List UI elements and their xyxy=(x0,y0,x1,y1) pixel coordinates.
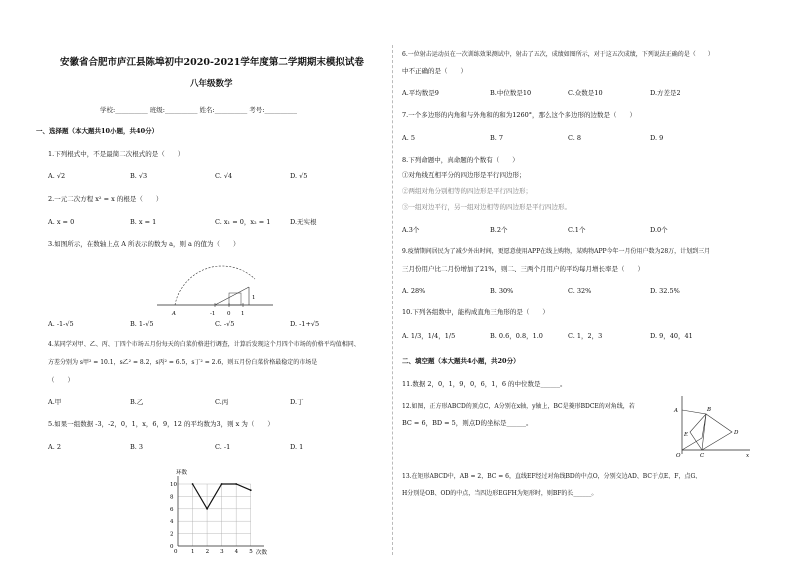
q2-option-a: A. x = 0 xyxy=(48,218,75,226)
q10-option-a: A. 1/3，1/4，1/5 xyxy=(402,332,456,340)
q1-option-b: B. √3 xyxy=(130,172,148,180)
q8-item-3: ③一组对边平行，另一组对边相等的四边形是平行四边形。 xyxy=(402,203,571,211)
q1-option-a: A. √2 xyxy=(48,172,66,180)
q4-stem-line1: 4.某同学对甲、乙、丙、丁四个市场五月份每天的白菜价格进行调查，计算后发现这个月四个市场的价格平均值相同、 xyxy=(48,341,360,348)
q2-option-c: C. x₁ = 0，x₂ = 1 xyxy=(215,218,271,226)
q8-item-2: ②两组对角分别相等的四边形是平行四边形； xyxy=(402,187,532,195)
data-point xyxy=(235,483,237,485)
x-tick-label: 2 xyxy=(205,549,210,555)
q7-option-a: A. 5 xyxy=(402,134,415,142)
q1-option-c: C. √4 xyxy=(215,172,233,180)
q3-option-c: C. -√5 xyxy=(215,320,235,328)
y-tick-label: 4 xyxy=(170,519,174,526)
q9-option-a: A. 28% xyxy=(402,287,426,295)
q4-option-d: D.丁 xyxy=(290,398,304,406)
q7-option-b: B. 7 xyxy=(490,134,504,142)
q10-option-d: D. 9，40，41 xyxy=(650,332,693,340)
q1-option-d: D. √5 xyxy=(290,172,308,180)
q9-stem-line2: 三月份用户比二月份增加了21%，则二、三两个月用户的平均每月增长率是（ ） xyxy=(402,265,644,273)
rhombus-bdce xyxy=(690,414,732,450)
q2-option-d: D.无实根 xyxy=(290,218,317,226)
q4-option-a: A.甲 xyxy=(48,398,62,406)
q3-number-line-figure xyxy=(155,255,275,320)
q3-option-d: D. -1+√5 xyxy=(290,320,320,328)
q4-stem-line2: 方差分别为 s甲² = 10.1，s乙² = 8.2，s丙² = 6.5，s丁² = 2.6，则五月份白菜价格最稳定的市场是 xyxy=(48,359,318,366)
q4-option-c: C.丙 xyxy=(215,398,229,406)
exam-subtitle: 八年级数学 xyxy=(190,79,233,89)
x-tick-label: 3 xyxy=(220,549,224,555)
q3-option-a: A. -1-√5 xyxy=(48,320,74,328)
q5-stem: 5.如果一组数据 -3，-2，0，1，x，6，9，12 的平均数为3，则 x 为（ ） xyxy=(48,420,274,428)
exam-title: 安徽省合肥市庐江县陈埠初中2020-2021学年度第二学期期末模拟试卷 xyxy=(60,57,364,68)
q13-stem-line1: 13.在矩形ABCD中，AB = 2，BC = 6，直线EF经过对角线BD的中点O，分别交边AD、BC于点E、F，点G、 xyxy=(402,473,702,480)
q5-option-c: C. -1 xyxy=(215,443,231,451)
q8-item-1: ①对角线互相平分的四边形是平行四边形； xyxy=(402,171,526,179)
q6-option-b: B.中位数是10 xyxy=(490,89,532,97)
data-point xyxy=(206,508,208,510)
origin-label: 0 xyxy=(174,549,178,555)
arc xyxy=(175,266,255,305)
q12-stem-line1: 12.如图，正方形ABCD的顶点C，A分别在x轴，y轴上，BC是菱形BDCE的对角线，若 xyxy=(402,403,635,410)
q5-option-b: B. 3 xyxy=(130,443,144,451)
q3-option-b: B. 1-√5 xyxy=(130,320,154,328)
student-info: 学校:__________ 班级:__________ 姓名:__________ 考号:__________ xyxy=(100,106,297,114)
q8-option-d: D.0个 xyxy=(650,226,668,234)
q1-stem: 1.下列根式中，不是最简二次根式的是（ ） xyxy=(48,150,185,158)
q3-stem: 3.如图所示，在数轴上点 A 所表示的数为 a，则 a 的值为（ ） xyxy=(48,240,240,248)
diagonal-bc xyxy=(702,414,706,450)
q7-stem: 7.一个多边形的内角和与外角和的和为1260°，那么这个多边形的边数是（ ） xyxy=(402,111,636,119)
x-tick-label: 4 xyxy=(234,549,239,555)
label-a: A xyxy=(674,408,678,414)
section1-title: 一、选择题（本大题共10小题，共40分） xyxy=(36,127,159,135)
data-point xyxy=(221,483,223,485)
q5-option-d: D. 1 xyxy=(290,443,304,451)
label-a: A xyxy=(172,311,176,317)
q5-option-a: A. 2 xyxy=(48,443,61,451)
q6-option-a: A.平均数是9 xyxy=(402,89,439,97)
y-tick-label: 0 xyxy=(170,544,174,550)
label-x: x xyxy=(746,453,750,458)
q10-option-c: C. 1，2，3 xyxy=(568,332,603,340)
label-0: 0 xyxy=(227,311,231,317)
q10-stem: 10.下列各组数中，能构成直角三角形的是（ ） xyxy=(402,308,549,316)
q7-option-d: D. 9 xyxy=(650,134,664,142)
label-b: B xyxy=(707,407,712,413)
label-d: D xyxy=(734,430,739,436)
q8-option-c: C.1个 xyxy=(568,226,586,234)
q8-option-b: B.2个 xyxy=(490,226,508,234)
x-tick-label: 5 xyxy=(249,549,253,555)
square-1 xyxy=(229,293,241,305)
y-tick-label: 8 xyxy=(170,494,174,501)
label-minus1: -1 xyxy=(210,311,216,317)
x-tick-label: 1 xyxy=(191,549,195,555)
q7-option-c: C. 8 xyxy=(568,134,582,142)
hypotenuse xyxy=(215,287,249,305)
label-leg-1: 1 xyxy=(252,295,256,301)
q8-stem: 8.下列命题中，真命题的个数有（ ） xyxy=(402,156,519,164)
q9-option-c: C. 32% xyxy=(568,287,592,295)
q6-option-c: C.众数是10 xyxy=(568,89,603,97)
q9-stem-line1: 9.疫情期间居民为了减少外出时间，更愿意使用APP在线上购物，某购物APP今年一月份用户数为28万，计划到三月 xyxy=(402,248,711,255)
y-tick-label: 10 xyxy=(170,482,177,488)
q6-stem-line1: 6.一位射击运动员在一次训练效果测试中，射击了五次，成绩如图所示，对于这五次成绩，下列说法正确的是（ ） xyxy=(402,51,714,58)
q9-option-d: D. 32.5% xyxy=(650,287,680,295)
q12-stem-line2: BC = 6，BD = 5，则点D的坐标是______。 xyxy=(402,419,533,427)
shooting-score-chart xyxy=(160,458,275,558)
q12-geometry-figure xyxy=(672,392,754,458)
data-point xyxy=(250,489,252,491)
q6-stem-line2: 中不正确的是（ ） xyxy=(402,67,467,75)
column-divider xyxy=(392,45,393,555)
q9-option-b: B. 30% xyxy=(490,287,514,295)
x-axis-label: 次数 xyxy=(256,550,268,556)
label-c: C xyxy=(700,453,705,458)
y-tick-label: 2 xyxy=(170,531,174,538)
q4-option-b: B.乙 xyxy=(130,398,144,406)
q4-stem-line3: （ ） xyxy=(48,376,74,384)
section2-title: 二、填空题（本大题共4小题，共20分） xyxy=(402,357,520,365)
q11-stem: 11.数据 2，0，1，9，0，6，1，6 的中位数是______。 xyxy=(402,380,567,388)
label-o: O xyxy=(676,453,681,458)
q8-option-a: A.3个 xyxy=(402,226,420,234)
label-1: 1 xyxy=(241,311,245,317)
q13-stem-line2: H分别是OB、OD的中点，当四边形EGFH为矩形时，则BF的长______。 xyxy=(402,490,598,497)
q2-stem: 2.一元二次方程 x² = x 的根是（ ） xyxy=(48,195,163,203)
y-axis-label: 环数 xyxy=(176,470,188,476)
q2-option-b: B. x = 1 xyxy=(130,218,157,226)
data-point xyxy=(192,483,194,485)
q6-option-d: D.方差是2 xyxy=(650,89,681,97)
y-tick-label: 6 xyxy=(170,506,174,513)
q10-option-b: B. 0.6，0.8，1.0 xyxy=(490,332,543,340)
label-e: E xyxy=(684,432,689,438)
